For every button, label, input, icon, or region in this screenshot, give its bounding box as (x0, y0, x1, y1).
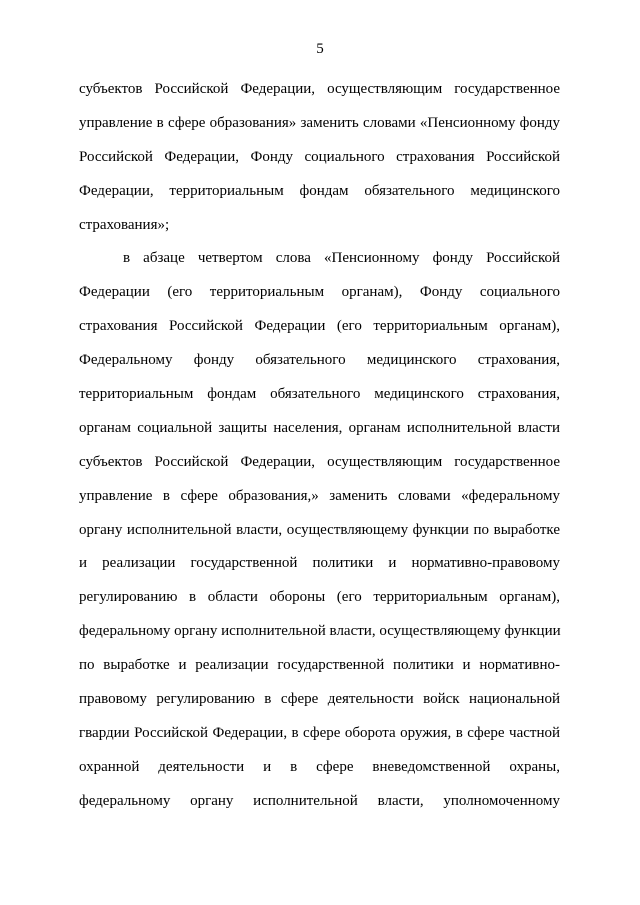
text-line: органу исполнительной власти, осуществляющему функции по выработке (79, 521, 560, 538)
text-line: Российской Федерации, Фонду социального страхования Российской (79, 148, 560, 165)
text-line: регулированию в области обороны (его территориальным органам), (79, 589, 560, 606)
paragraph-2 (79, 242, 560, 818)
text-line: и реализации государственной политики и нормативно-правовому (79, 555, 560, 572)
text-line: управление в сфере образования» заменить словами «Пенсионному фонду (79, 114, 560, 131)
text-line: страхования Российской Федерации (его территориальным органам), (79, 318, 560, 335)
text-line: территориальным фондам обязательного медицинского страхования, (79, 386, 560, 403)
text-line: гвардии Российской Федерации, в сфере оборота оружия, в сфере частной (79, 724, 560, 741)
text-line: Федерации, территориальным фондам обязательного медицинского (79, 182, 560, 199)
document-body (79, 73, 560, 819)
text-line: субъектов Российской Федерации, осуществляющим государственное (79, 81, 560, 97)
text-line: правовому регулированию в сфере деятельности войск национальной (79, 691, 560, 708)
paragraph-1 (79, 73, 560, 242)
text-line: органам социальной защиты населения, органам исполнительной власти (79, 419, 560, 436)
text-line: управление в сфере образования,» заменить словами «федеральному (79, 487, 560, 504)
text-line: в абзаце четвертом слова «Пенсионному фонду Российской (123, 250, 560, 267)
text-line: Федеральному фонду обязательного медицинского страхования, (79, 352, 560, 369)
text-line: субъектов Российской Федерации, осуществляющим государственное (79, 453, 560, 470)
text-line: охранной деятельности и в сфере вневедомственной охраны, (79, 758, 560, 775)
text-line: федеральному органу исполнительной власти, уполномоченному (79, 792, 560, 809)
text-line: федеральному органу исполнительной власти, осуществляющему функции (79, 623, 561, 640)
page-number: 5 (316, 41, 324, 57)
text-line: страхования»; (79, 216, 170, 233)
text-line: Федерации (его территориальным органам), Фонду социального (79, 284, 560, 301)
text-line: по выработке и реализации государственной политики и нормативно- (79, 657, 560, 674)
